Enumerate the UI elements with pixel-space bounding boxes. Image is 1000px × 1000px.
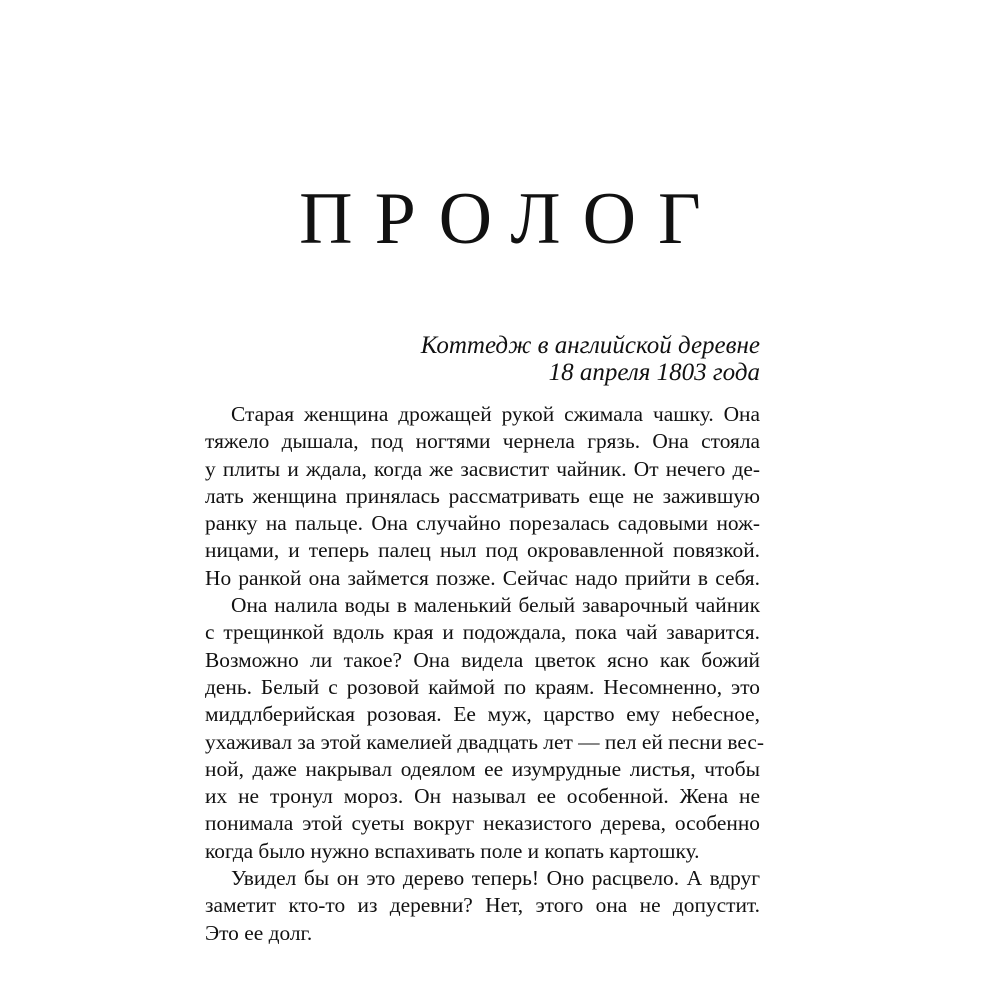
text-line: их не тронул мороз. Он называл ее особенной. Жена не	[205, 784, 760, 809]
paragraph-2	[205, 592, 764, 865]
body-text	[205, 401, 764, 947]
text-line: Она налила воды в маленький белый заварочный чайник	[231, 593, 760, 618]
text-line: у плиты и ждала, когда же засвистит чайник. От нечего де-	[205, 456, 760, 481]
epigraph	[421, 332, 760, 386]
text-line: миддлберийская розовая. Ее муж, царство ему небесное,	[205, 702, 760, 727]
text-line: понимала этой суеты вокруг неказистого дерева, особенно	[205, 811, 760, 836]
text-line: Увидел бы он это дерево теперь! Оно расцвело. А вдруг	[231, 866, 760, 891]
text-line: Старая женщина дрожащей рукой сжимала чашку. Она	[231, 402, 760, 426]
text-line: когда было нужно вспахивать поле и копать картошку.	[205, 838, 700, 863]
text-line: лать женщина принялась рассматривать еще не зажившую	[205, 483, 760, 508]
epigraph-place: Коттедж в английской деревне	[420, 332, 760, 359]
text-line: тяжело дышала, под ногтями чернела грязь. Она стояла	[205, 429, 760, 454]
text-line: ницами, и теперь палец ныл под окровавленной повязкой.	[205, 538, 760, 563]
text-line: ранку на пальце. Она случайно порезалась садовыми нож-	[205, 511, 760, 536]
paragraph-1	[205, 401, 760, 592]
chapter-title: ПРОЛОГ	[299, 178, 723, 260]
text-line: Но ранкой она займется позже. Сейчас надо прийти в себя.	[205, 565, 760, 590]
paragraph-3	[205, 865, 760, 947]
text-line: Возможно ли такое? Она видела цветок ясно как божий	[205, 647, 760, 672]
epigraph-date: 18 апреля 1803 года	[548, 359, 760, 386]
text-line: день. Белый с розовой каймой по краям. Несомненно, это	[205, 674, 760, 699]
text-line: с трещинкой вдоль края и подождала, пока чай заварится.	[205, 620, 760, 645]
text-line: Это ее долг.	[205, 920, 313, 945]
text-line: заметит кто-то из деревни? Нет, этого она не допустит.	[205, 893, 760, 918]
text-line: ухаживал за этой камелией двадцать лет — пел ей песни вес-	[205, 729, 764, 754]
text-line: ной, даже накрывал одеялом ее изумрудные листья, чтобы	[205, 756, 760, 781]
